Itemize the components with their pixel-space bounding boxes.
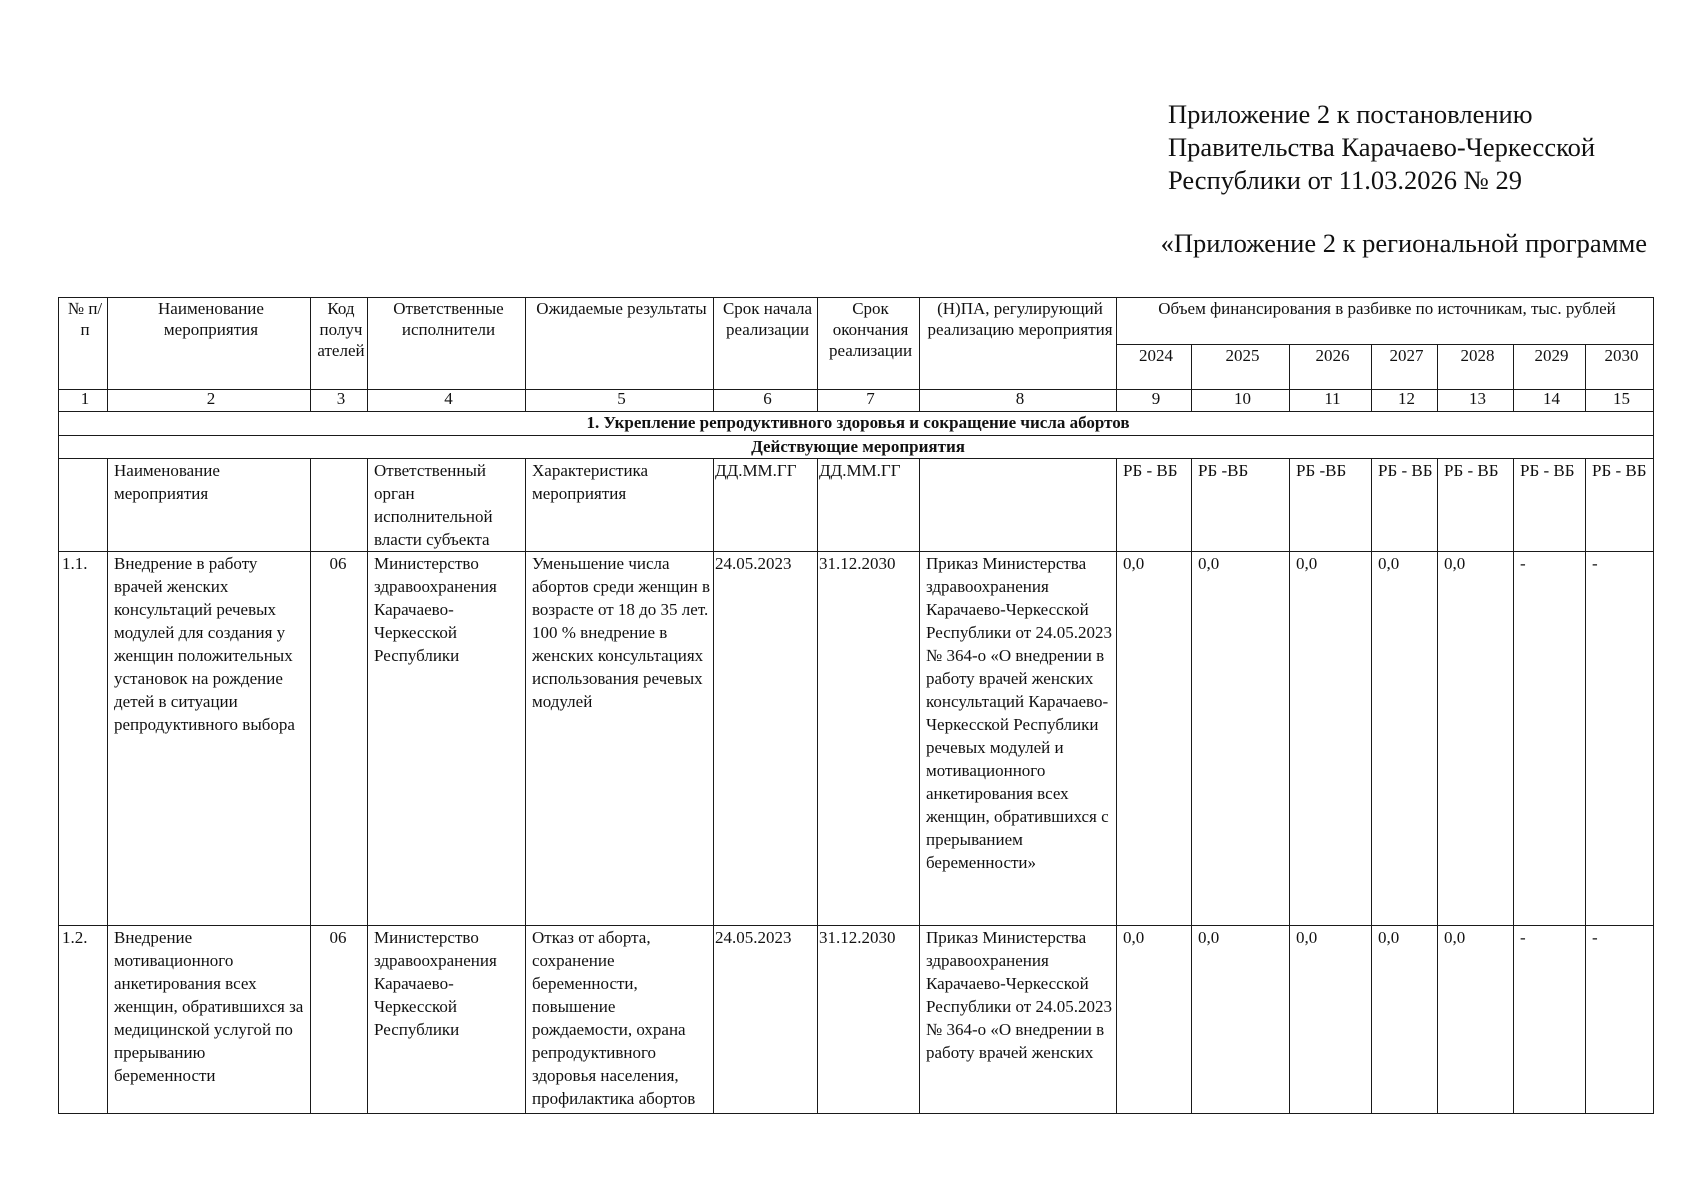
template-code [311, 459, 368, 552]
document-header [1168, 98, 1595, 197]
column-number: 10 [1192, 390, 1290, 412]
column-number: 4 [368, 390, 526, 412]
row-num: 1.2. [59, 926, 108, 1114]
section-title: 1. Укрепление репродуктивного здоровья и сокращение числа абортов [59, 412, 1654, 436]
header-num: № п/п [59, 298, 108, 390]
row-npa: Приказ Министерства здравоохранения Карачаево-Черкесской Республики от 24.05.2023 № 364-о «О внедрении в работу врачей женских консультаций Карачаево-Черкесской Республики речевых модулей и мотивационного анкетирования всех женщин, обратившихся с прерыванием беременности» [920, 552, 1117, 926]
row-code: 06 [311, 552, 368, 926]
row-responsible: Министерство здравоохранения Карачаево-Черкесской Республики [368, 926, 526, 1114]
subsection-title: Действующие мероприятия [59, 436, 1654, 459]
header-year: 2029 [1514, 345, 1586, 390]
column-numbers-row [59, 390, 1654, 412]
column-number: 1 [59, 390, 108, 412]
row-fin: - [1586, 552, 1654, 926]
row-fin: 0,0 [1438, 926, 1514, 1114]
row-fin: - [1514, 926, 1586, 1114]
row-fin: 0,0 [1117, 926, 1192, 1114]
row-fin: 0,0 [1372, 926, 1438, 1114]
header-name: Наименование мероприятия [108, 298, 311, 390]
header-end: Срок окончания реализации [818, 298, 920, 390]
header-line-1: Приложение 2 к постановлению [1168, 99, 1533, 129]
template-responsible: Ответственный орган исполнительной власти субъекта [368, 459, 526, 552]
header-npa: (Н)ПА, регулирующий реализацию мероприятия [920, 298, 1117, 390]
row-npa: Приказ Министерства здравоохранения Карачаево-Черкесской Республики от 24.05.2023 № 364-о «О внедрении в работу врачей женских [920, 926, 1117, 1114]
column-number: 7 [818, 390, 920, 412]
header-year: 2024 [1117, 345, 1192, 390]
header-year: 2026 [1290, 345, 1372, 390]
template-fin: РБ - ВБ [1117, 459, 1192, 552]
table-row [59, 552, 1654, 926]
column-number: 8 [920, 390, 1117, 412]
row-fin: 0,0 [1438, 552, 1514, 926]
header-start: Срок начала реализации [714, 298, 818, 390]
program-table [58, 297, 1654, 1114]
row-name: Внедрение мотивационного анкетирования всех женщин, обратившихся за медицинской услугой по прерыванию беременности [108, 926, 311, 1114]
column-number: 11 [1290, 390, 1372, 412]
row-fin: 0,0 [1192, 926, 1290, 1114]
row-fin: 0,0 [1117, 552, 1192, 926]
appendix-title: «Приложение 2 к региональной программе [1160, 228, 1647, 258]
template-num [59, 459, 108, 552]
subsection-row [59, 436, 1654, 459]
header-responsible: Ответственные исполнители [368, 298, 526, 390]
column-number: 5 [526, 390, 714, 412]
template-row [59, 459, 1654, 552]
row-fin: - [1586, 926, 1654, 1114]
row-code: 06 [311, 926, 368, 1114]
row-start: 24.05.2023 [714, 926, 818, 1114]
template-fin: РБ - ВБ [1514, 459, 1586, 552]
row-start: 24.05.2023 [714, 552, 818, 926]
row-num: 1.1. [59, 552, 108, 926]
column-number: 9 [1117, 390, 1192, 412]
template-npa [920, 459, 1117, 552]
header-code: Код получателей [311, 298, 368, 390]
header-line-3: Республики от 11.03.2026 № 29 [1168, 165, 1522, 195]
template-name: Наименование мероприятия [108, 459, 311, 552]
column-number: 6 [714, 390, 818, 412]
header-year: 2028 [1438, 345, 1514, 390]
section-row [59, 412, 1654, 436]
template-fin: РБ - ВБ [1372, 459, 1438, 552]
row-fin: - [1514, 552, 1586, 926]
row-fin: 0,0 [1372, 552, 1438, 926]
template-fin: РБ -ВБ [1290, 459, 1372, 552]
row-fin: 0,0 [1290, 926, 1372, 1114]
header-financing: Объем финансирования в разбивке по источникам, тыс. рублей [1117, 298, 1654, 345]
row-end: 31.12.2030 [818, 926, 920, 1114]
row-results: Уменьшение числа абортов среди женщин в возрасте от 18 до 35 лет. 100 % внедрение в женских консультациях использования речевых модулей [526, 552, 714, 926]
header-year: 2025 [1192, 345, 1290, 390]
header-line-2: Правительства Карачаево-Черкесской [1168, 132, 1596, 162]
row-responsible: Министерство здравоохранения Карачаево-Черкесской Республики [368, 552, 526, 926]
template-fin: РБ -ВБ [1192, 459, 1290, 552]
column-number: 2 [108, 390, 311, 412]
header-row [59, 298, 1654, 345]
column-number: 12 [1372, 390, 1438, 412]
column-number: 13 [1438, 390, 1514, 412]
column-number: 3 [311, 390, 368, 412]
template-end: ДД.ММ.ГГ [818, 459, 920, 552]
template-results: Характеристика мероприятия [526, 459, 714, 552]
row-fin: 0,0 [1192, 552, 1290, 926]
row-end: 31.12.2030 [818, 552, 920, 926]
header-results: Ожидаемые результаты [526, 298, 714, 390]
row-results: Отказ от аборта, сохранение беременности, повышение рождаемости, охрана репродуктивного здоровья населения, профилактика абортов [526, 926, 714, 1114]
template-fin: РБ - ВБ [1586, 459, 1654, 552]
template-fin: РБ - ВБ [1438, 459, 1514, 552]
row-name: Внедрение в работу врачей женских консультаций речевых модулей для создания у женщин положительных установок на рождение детей в ситуации репродуктивного выбора [108, 552, 311, 926]
template-start: ДД.ММ.ГГ [714, 459, 818, 552]
row-fin: 0,0 [1290, 552, 1372, 926]
header-year: 2027 [1372, 345, 1438, 390]
table-row [59, 926, 1654, 1114]
column-number: 15 [1586, 390, 1654, 412]
header-year: 2030 [1586, 345, 1654, 390]
column-number: 14 [1514, 390, 1586, 412]
